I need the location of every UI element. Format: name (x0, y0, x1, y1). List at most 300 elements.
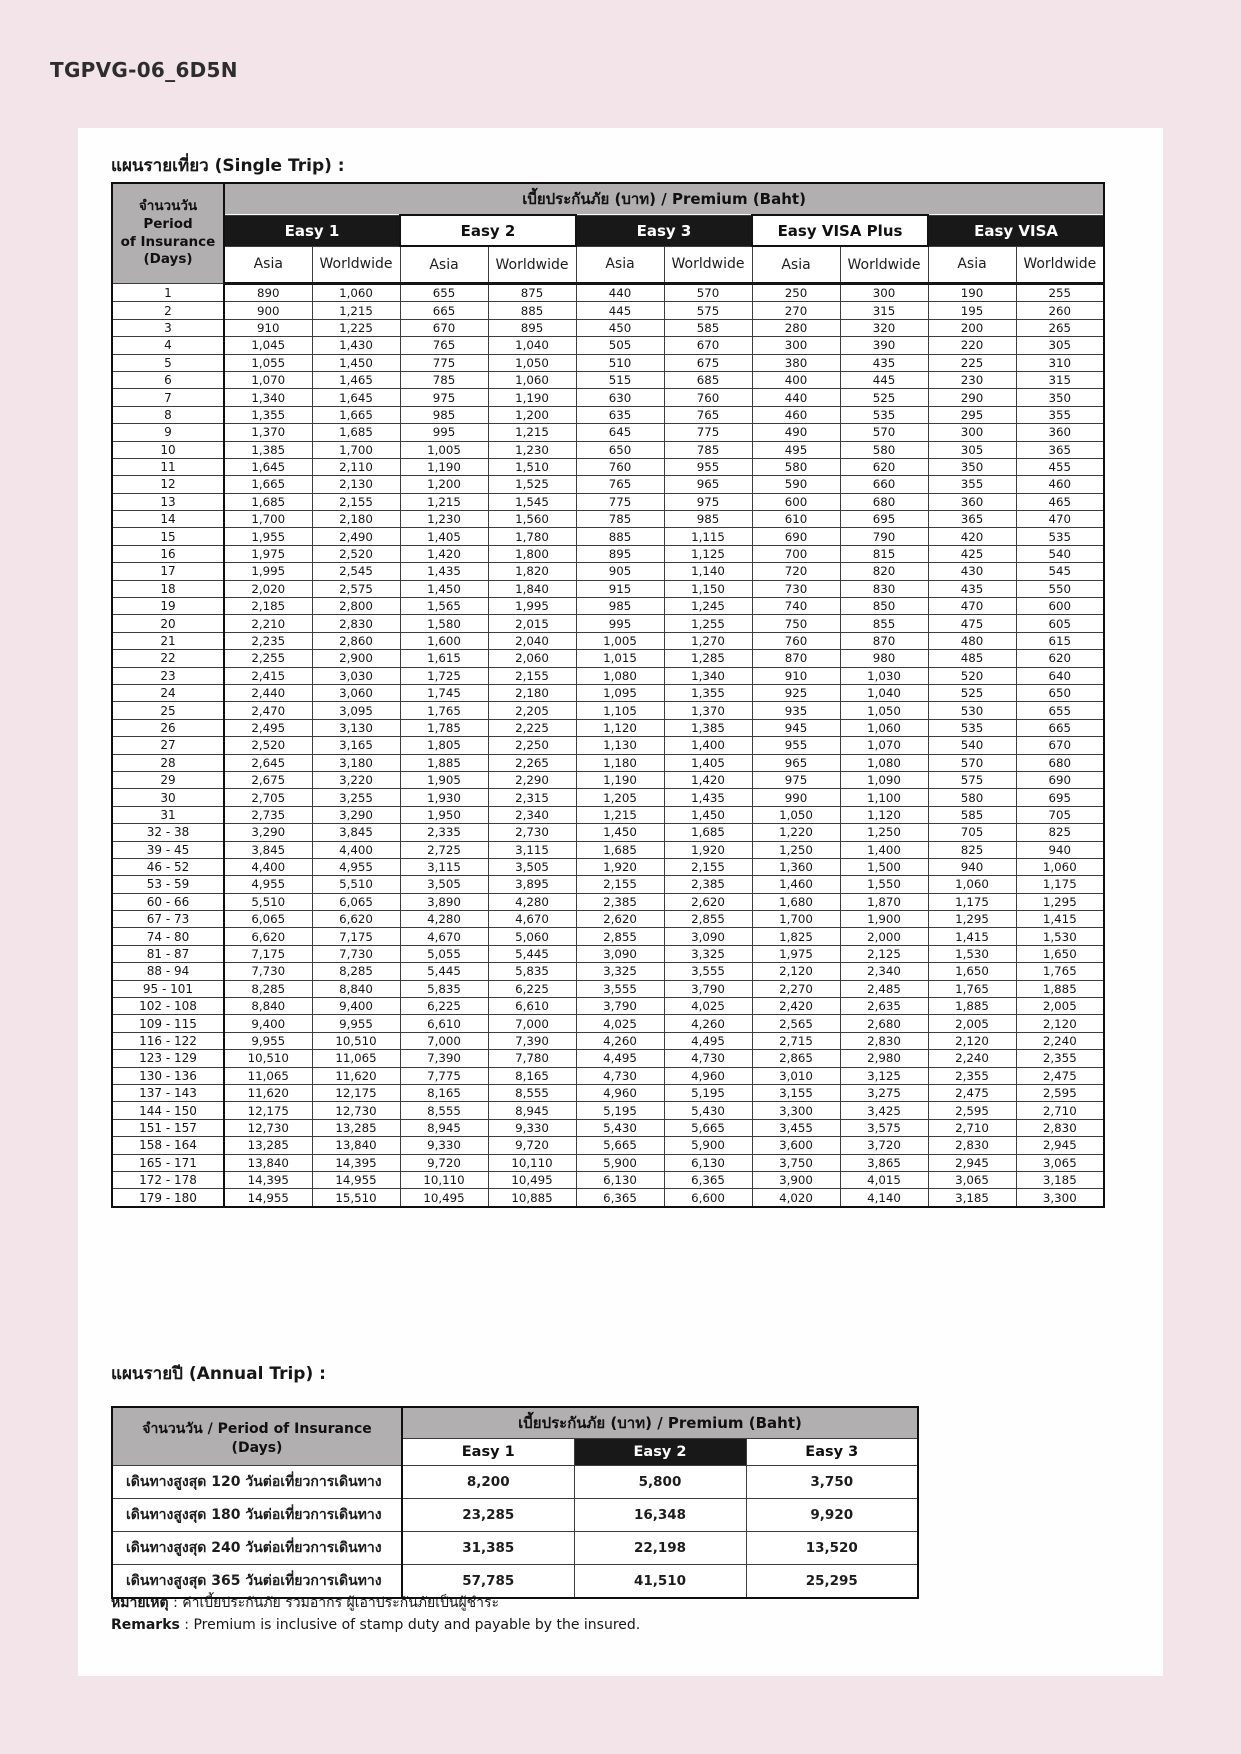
premium-cell: 15,510 (312, 1189, 400, 1207)
premium-cell: 7,730 (312, 945, 400, 962)
premium-cell: 8,840 (312, 980, 400, 997)
premium-cell: 3,555 (664, 963, 752, 980)
days-column-header (112, 183, 224, 284)
premium-cell: 730 (752, 580, 840, 597)
premium-cell: 2,120 (928, 1032, 1016, 1049)
premium-cell: 690 (752, 528, 840, 545)
premium-cell: 2,495 (224, 719, 312, 736)
premium-cell: 680 (1016, 754, 1104, 771)
day-range-cell: 3 (112, 319, 224, 336)
table-row (112, 1499, 918, 1532)
premium-cell: 825 (928, 841, 1016, 858)
premium-cell: 1,190 (488, 389, 576, 406)
premium-cell: 955 (664, 458, 752, 475)
premium-cell: 3,750 (752, 1154, 840, 1171)
premium-cell: 2,265 (488, 754, 576, 771)
premium-cell: 2,415 (224, 667, 312, 684)
premium-cell: 1,800 (488, 545, 576, 562)
premium-cell: 985 (664, 511, 752, 528)
premium-cell: 5,195 (576, 1102, 664, 1119)
table-row (112, 841, 1104, 858)
premium-cell: 14,955 (224, 1189, 312, 1207)
table-row (112, 424, 1104, 441)
premium-cell: 1,400 (840, 841, 928, 858)
premium-cell: 570 (928, 754, 1016, 771)
premium-cell: 585 (928, 806, 1016, 823)
day-range-cell: 28 (112, 754, 224, 771)
premium-cell: 7,000 (400, 1032, 488, 1049)
premium-cell: 580 (840, 441, 928, 458)
day-range-cell: 165 - 171 (112, 1154, 224, 1171)
premium-cell: 2,860 (312, 632, 400, 649)
premium-cell: 6,365 (576, 1189, 664, 1207)
premium-cell: 8,555 (488, 1084, 576, 1101)
day-range-cell: 137 - 143 (112, 1084, 224, 1101)
premium-cell: 4,955 (224, 876, 312, 893)
premium-cell: 785 (664, 441, 752, 458)
premium-cell: 420 (928, 528, 1016, 545)
premium-cell: 8,555 (400, 1102, 488, 1119)
premium-cell: 1,415 (1016, 911, 1104, 928)
premium-cell: 525 (928, 684, 1016, 701)
premium-cell: 2,130 (312, 476, 400, 493)
region-header-worldwide: Worldwide (488, 246, 576, 284)
premium-cell: 12,730 (312, 1102, 400, 1119)
premium-cell: 650 (1016, 684, 1104, 701)
premium-cell: 575 (928, 771, 1016, 788)
premium-cell: 995 (400, 424, 488, 441)
premium-cell: 885 (488, 302, 576, 319)
premium-cell: 785 (400, 371, 488, 388)
single-trip-heading: แผนรายเที่ยว (Single Trip) : (111, 156, 345, 176)
premium-cell: 8,945 (488, 1102, 576, 1119)
premium-cell: 3,865 (840, 1154, 928, 1171)
premium-cell: 3,895 (488, 876, 576, 893)
premium-cell: 515 (576, 371, 664, 388)
premium-cell: 8,165 (400, 1084, 488, 1101)
premium-cell: 1,885 (400, 754, 488, 771)
table-row (112, 1154, 1104, 1171)
premium-cell: 580 (928, 789, 1016, 806)
premium-cell: 915 (576, 580, 664, 597)
day-range-cell: 6 (112, 371, 224, 388)
premium-cell: 220 (928, 337, 1016, 354)
premium-cell: 1,545 (488, 493, 576, 510)
premium-cell: 1,125 (664, 545, 752, 562)
day-range-cell: 23 (112, 667, 224, 684)
premium-cell: 1,450 (312, 354, 400, 371)
premium-cell: 3,455 (752, 1119, 840, 1136)
premium-cell: 440 (752, 389, 840, 406)
day-range-cell: 7 (112, 389, 224, 406)
premium-cell: 12,175 (312, 1084, 400, 1101)
premium-cell: 505 (576, 337, 664, 354)
premium-cell: 600 (1016, 598, 1104, 615)
premium-cell: 4,730 (664, 1050, 752, 1067)
day-range-cell: 24 (112, 684, 224, 701)
table-row (112, 598, 1104, 615)
premium-cell: 4,730 (576, 1067, 664, 1084)
premium-cell: 1,355 (664, 684, 752, 701)
premium-cell: 14,395 (224, 1171, 312, 1188)
premium-cell: 855 (840, 615, 928, 632)
premium-cell: 2,235 (224, 632, 312, 649)
premium-cell: 1,975 (224, 545, 312, 562)
premium-cell: 720 (752, 563, 840, 580)
annual-premium-cell: 3,750 (746, 1466, 918, 1499)
days-header-line: จำนวนวัน (138, 197, 198, 214)
table-row (112, 1067, 1104, 1084)
premium-cell: 2,830 (840, 1032, 928, 1049)
premium-cell: 5,835 (400, 980, 488, 997)
premium-cell: 470 (1016, 511, 1104, 528)
days-header-line: Period (143, 215, 193, 232)
premium-cell: 6,365 (664, 1171, 752, 1188)
day-range-cell: 53 - 59 (112, 876, 224, 893)
premium-cell: 435 (840, 354, 928, 371)
table-row (112, 302, 1104, 319)
premium-cell: 3,425 (840, 1102, 928, 1119)
premium-cell: 695 (840, 511, 928, 528)
annual-premium-cell: 57,785 (402, 1565, 574, 1599)
annual-premium-cell: 25,295 (746, 1565, 918, 1599)
premium-cell: 510 (576, 354, 664, 371)
premium-cell: 2,015 (488, 615, 576, 632)
premium-cell: 1,120 (840, 806, 928, 823)
table-row (112, 615, 1104, 632)
table-row (112, 1119, 1104, 1136)
premium-cell: 550 (1016, 580, 1104, 597)
premium-cell: 3,185 (1016, 1171, 1104, 1188)
premium-cell: 520 (928, 667, 1016, 684)
premium-cell: 3,900 (752, 1171, 840, 1188)
premium-cell: 1,995 (488, 598, 576, 615)
premium-cell: 1,905 (400, 771, 488, 788)
premium-cell: 1,500 (840, 858, 928, 875)
premium-cell: 540 (1016, 545, 1104, 562)
plan-header-easy-3: Easy 3 (576, 215, 752, 246)
premium-cell: 3,505 (400, 876, 488, 893)
premium-cell: 8,165 (488, 1067, 576, 1084)
table-row (112, 389, 1104, 406)
premium-cell: 2,420 (752, 998, 840, 1015)
premium-cell: 1,650 (1016, 945, 1104, 962)
premium-cell: 1,450 (576, 824, 664, 841)
plan-header-easy-1: Easy 1 (224, 215, 400, 246)
premium-cell: 8,840 (224, 998, 312, 1015)
premium-cell: 935 (752, 702, 840, 719)
premium-cell: 655 (1016, 702, 1104, 719)
premium-cell: 1,120 (576, 719, 664, 736)
premium-cell: 1,015 (576, 650, 664, 667)
premium-cell: 455 (1016, 458, 1104, 475)
premium-cell: 4,955 (312, 858, 400, 875)
day-range-cell: 46 - 52 (112, 858, 224, 875)
premium-cell: 2,240 (1016, 1032, 1104, 1049)
premium-cell: 3,890 (400, 893, 488, 910)
premium-cell: 13,840 (224, 1154, 312, 1171)
premium-cell: 360 (928, 493, 1016, 510)
premium-cell: 1,340 (224, 389, 312, 406)
annual-plan-header-easy-1: Easy 1 (402, 1439, 574, 1466)
premium-cell: 1,055 (224, 354, 312, 371)
premium-cell: 1,580 (400, 615, 488, 632)
premium-cell: 10,495 (488, 1171, 576, 1188)
premium-cell: 3,600 (752, 1137, 840, 1154)
premium-cell: 5,060 (488, 928, 576, 945)
premium-cell: 905 (576, 563, 664, 580)
premium-cell: 1,665 (224, 476, 312, 493)
premium-cell: 2,120 (1016, 1015, 1104, 1032)
day-range-cell: 10 (112, 441, 224, 458)
premium-cell: 3,290 (312, 806, 400, 823)
region-header-asia: Asia (752, 246, 840, 284)
premium-cell: 4,025 (576, 1015, 664, 1032)
premium-cell: 2,205 (488, 702, 576, 719)
premium-cell: 445 (576, 302, 664, 319)
premium-cell: 2,155 (664, 858, 752, 875)
premium-cell: 10,495 (400, 1189, 488, 1207)
table-row (112, 511, 1104, 528)
premium-cell: 1,700 (312, 441, 400, 458)
premium-cell: 3,720 (840, 1137, 928, 1154)
table-row (112, 893, 1104, 910)
premium-cell: 1,685 (224, 493, 312, 510)
premium-cell: 2,900 (312, 650, 400, 667)
premium-cell: 1,090 (840, 771, 928, 788)
premium-cell: 5,835 (488, 963, 576, 980)
premium-cell: 1,745 (400, 684, 488, 701)
region-header-asia: Asia (928, 246, 1016, 284)
day-range-cell: 102 - 108 (112, 998, 224, 1015)
premium-cell: 2,945 (928, 1154, 1016, 1171)
premium-cell: 1,250 (840, 824, 928, 841)
premium-cell: 1,530 (1016, 928, 1104, 945)
table-row (112, 632, 1104, 649)
premium-cell: 9,400 (224, 1015, 312, 1032)
premium-cell: 435 (928, 580, 1016, 597)
premium-cell: 1,975 (752, 945, 840, 962)
day-range-cell: 14 (112, 511, 224, 528)
premium-cell: 6,610 (488, 998, 576, 1015)
premium-cell: 1,050 (752, 806, 840, 823)
premium-cell: 9,400 (312, 998, 400, 1015)
premium-cell: 1,190 (400, 458, 488, 475)
premium-cell: 1,200 (400, 476, 488, 493)
premium-cell: 2,565 (752, 1015, 840, 1032)
premium-cell: 525 (840, 389, 928, 406)
premium-cell: 3,555 (576, 980, 664, 997)
table-row (112, 771, 1104, 788)
premium-cell: 3,325 (664, 945, 752, 962)
table-row (112, 737, 1104, 754)
premium-cell: 495 (752, 441, 840, 458)
premium-cell: 680 (840, 493, 928, 510)
premium-cell: 1,385 (224, 441, 312, 458)
day-range-cell: 60 - 66 (112, 893, 224, 910)
table-row (112, 371, 1104, 388)
premium-cell: 870 (752, 650, 840, 667)
premium-cell: 8,285 (312, 963, 400, 980)
premium-cell: 475 (928, 615, 1016, 632)
premium-cell: 2,470 (224, 702, 312, 719)
premium-cell: 10,885 (488, 1189, 576, 1207)
table-row (112, 493, 1104, 510)
day-range-cell: 144 - 150 (112, 1102, 224, 1119)
premium-cell: 440 (576, 284, 664, 302)
premium-cell: 4,015 (840, 1171, 928, 1188)
premium-cell: 4,960 (576, 1084, 664, 1101)
table-row (112, 684, 1104, 701)
premium-cell: 1,920 (576, 858, 664, 875)
premium-cell: 1,530 (928, 945, 1016, 962)
day-range-cell: 4 (112, 337, 224, 354)
premium-cell: 14,395 (312, 1154, 400, 1171)
day-range-cell: 39 - 45 (112, 841, 224, 858)
premium-cell: 1,245 (664, 598, 752, 615)
premium-cell: 2,020 (224, 580, 312, 597)
day-range-cell: 81 - 87 (112, 945, 224, 962)
premium-cell: 315 (840, 302, 928, 319)
premium-cell: 1,295 (1016, 893, 1104, 910)
premium-cell: 850 (840, 598, 928, 615)
premium-cell: 4,495 (664, 1032, 752, 1049)
premium-cell: 2,110 (312, 458, 400, 475)
premium-cell: 2,520 (224, 737, 312, 754)
region-header-worldwide: Worldwide (1016, 246, 1104, 284)
annual-premium-cell: 23,285 (402, 1499, 574, 1532)
premium-cell: 1,560 (488, 511, 576, 528)
premium-cell: 9,720 (488, 1137, 576, 1154)
premium-cell: 815 (840, 545, 928, 562)
premium-cell: 640 (1016, 667, 1104, 684)
premium-cell: 3,845 (224, 841, 312, 858)
premium-cell: 5,665 (576, 1137, 664, 1154)
premium-cell: 5,510 (224, 893, 312, 910)
premium-cell: 1,510 (488, 458, 576, 475)
premium-cell: 610 (752, 511, 840, 528)
premium-cell: 6,600 (664, 1189, 752, 1207)
premium-cell: 535 (1016, 528, 1104, 545)
premium-cell: 4,260 (664, 1015, 752, 1032)
premium-cell: 1,765 (1016, 963, 1104, 980)
premium-cell: 3,275 (840, 1084, 928, 1101)
day-range-cell: 19 (112, 598, 224, 615)
premium-cell: 570 (664, 284, 752, 302)
premium-cell: 740 (752, 598, 840, 615)
premium-cell: 1,435 (664, 789, 752, 806)
premium-cell: 765 (664, 406, 752, 423)
premium-cell: 975 (400, 389, 488, 406)
premium-cell: 365 (1016, 441, 1104, 458)
premium-cell: 1,030 (840, 667, 928, 684)
premium-cell: 2,385 (576, 893, 664, 910)
day-range-cell: 12 (112, 476, 224, 493)
table-row (112, 1050, 1104, 1067)
premium-cell: 1,215 (312, 302, 400, 319)
premium-cell: 4,960 (664, 1067, 752, 1084)
premium-cell: 2,475 (928, 1084, 1016, 1101)
premium-cell: 9,955 (224, 1032, 312, 1049)
premium-cell: 2,125 (840, 945, 928, 962)
premium-cell: 885 (576, 528, 664, 545)
premium-cell: 940 (928, 858, 1016, 875)
premium-cell: 1,220 (752, 824, 840, 841)
premium-cell: 980 (840, 650, 928, 667)
premium-cell: 265 (1016, 319, 1104, 336)
premium-cell: 540 (928, 737, 1016, 754)
premium-cell: 6,620 (224, 928, 312, 945)
premium-cell: 1,140 (664, 563, 752, 580)
annual-period-cell: เดินทางสูงสุด 180 วันต่อเที่ยวการเดินทาง (112, 1499, 402, 1532)
premium-cell: 705 (1016, 806, 1104, 823)
premium-cell: 14,955 (312, 1171, 400, 1188)
plan-header-easy-visa: Easy VISA (928, 215, 1104, 246)
premium-cell: 2,475 (1016, 1067, 1104, 1084)
premium-cell: 1,080 (840, 754, 928, 771)
premium-cell: 570 (840, 424, 928, 441)
premium-cell: 450 (576, 319, 664, 336)
premium-cell: 3,095 (312, 702, 400, 719)
premium-cell: 1,765 (928, 980, 1016, 997)
premium-cell: 10,110 (400, 1171, 488, 1188)
annual-trip-table (111, 1406, 919, 1599)
premium-cell: 1,175 (928, 893, 1016, 910)
days-header-line: (Days) (143, 251, 193, 268)
premium-cell: 2,865 (752, 1050, 840, 1067)
premium-cell: 1,930 (400, 789, 488, 806)
single-trip-table (111, 182, 1105, 1208)
premium-cell: 975 (752, 771, 840, 788)
premium-cell: 670 (400, 319, 488, 336)
premium-cell: 1,370 (224, 424, 312, 441)
premium-cell: 2,945 (1016, 1137, 1104, 1154)
premium-cell: 1,215 (576, 806, 664, 823)
document-code: TGPVG-06_6D5N (50, 58, 238, 82)
table-row (112, 928, 1104, 945)
premium-cell: 2,620 (576, 911, 664, 928)
premium-cell: 2,000 (840, 928, 928, 945)
premium-cell: 670 (664, 337, 752, 354)
premium-cell: 1,450 (400, 580, 488, 597)
premium-cell: 4,400 (312, 841, 400, 858)
premium-cell: 705 (928, 824, 1016, 841)
premium-cell: 1,820 (488, 563, 576, 580)
premium-cell: 310 (1016, 354, 1104, 371)
premium-cell: 650 (576, 441, 664, 458)
premium-cell: 480 (928, 632, 1016, 649)
premium-cell: 3,220 (312, 771, 400, 788)
premium-cell: 3,845 (312, 824, 400, 841)
premium-cell: 890 (224, 284, 312, 302)
premium-cell: 11,065 (312, 1050, 400, 1067)
premium-cell: 2,180 (312, 511, 400, 528)
table-row (112, 354, 1104, 371)
premium-cell: 4,670 (400, 928, 488, 945)
premium-cell: 2,595 (928, 1102, 1016, 1119)
premium-cell: 13,285 (312, 1119, 400, 1136)
annual-premium-cell: 16,348 (574, 1499, 746, 1532)
premium-cell: 4,020 (752, 1189, 840, 1207)
premium-cell: 765 (576, 476, 664, 493)
premium-cell: 6,065 (224, 911, 312, 928)
premium-cell: 3,130 (312, 719, 400, 736)
premium-cell: 485 (928, 650, 1016, 667)
premium-cell: 2,155 (488, 667, 576, 684)
table-row (112, 1137, 1104, 1154)
premium-cell: 990 (752, 789, 840, 806)
premium-cell: 1,045 (224, 337, 312, 354)
